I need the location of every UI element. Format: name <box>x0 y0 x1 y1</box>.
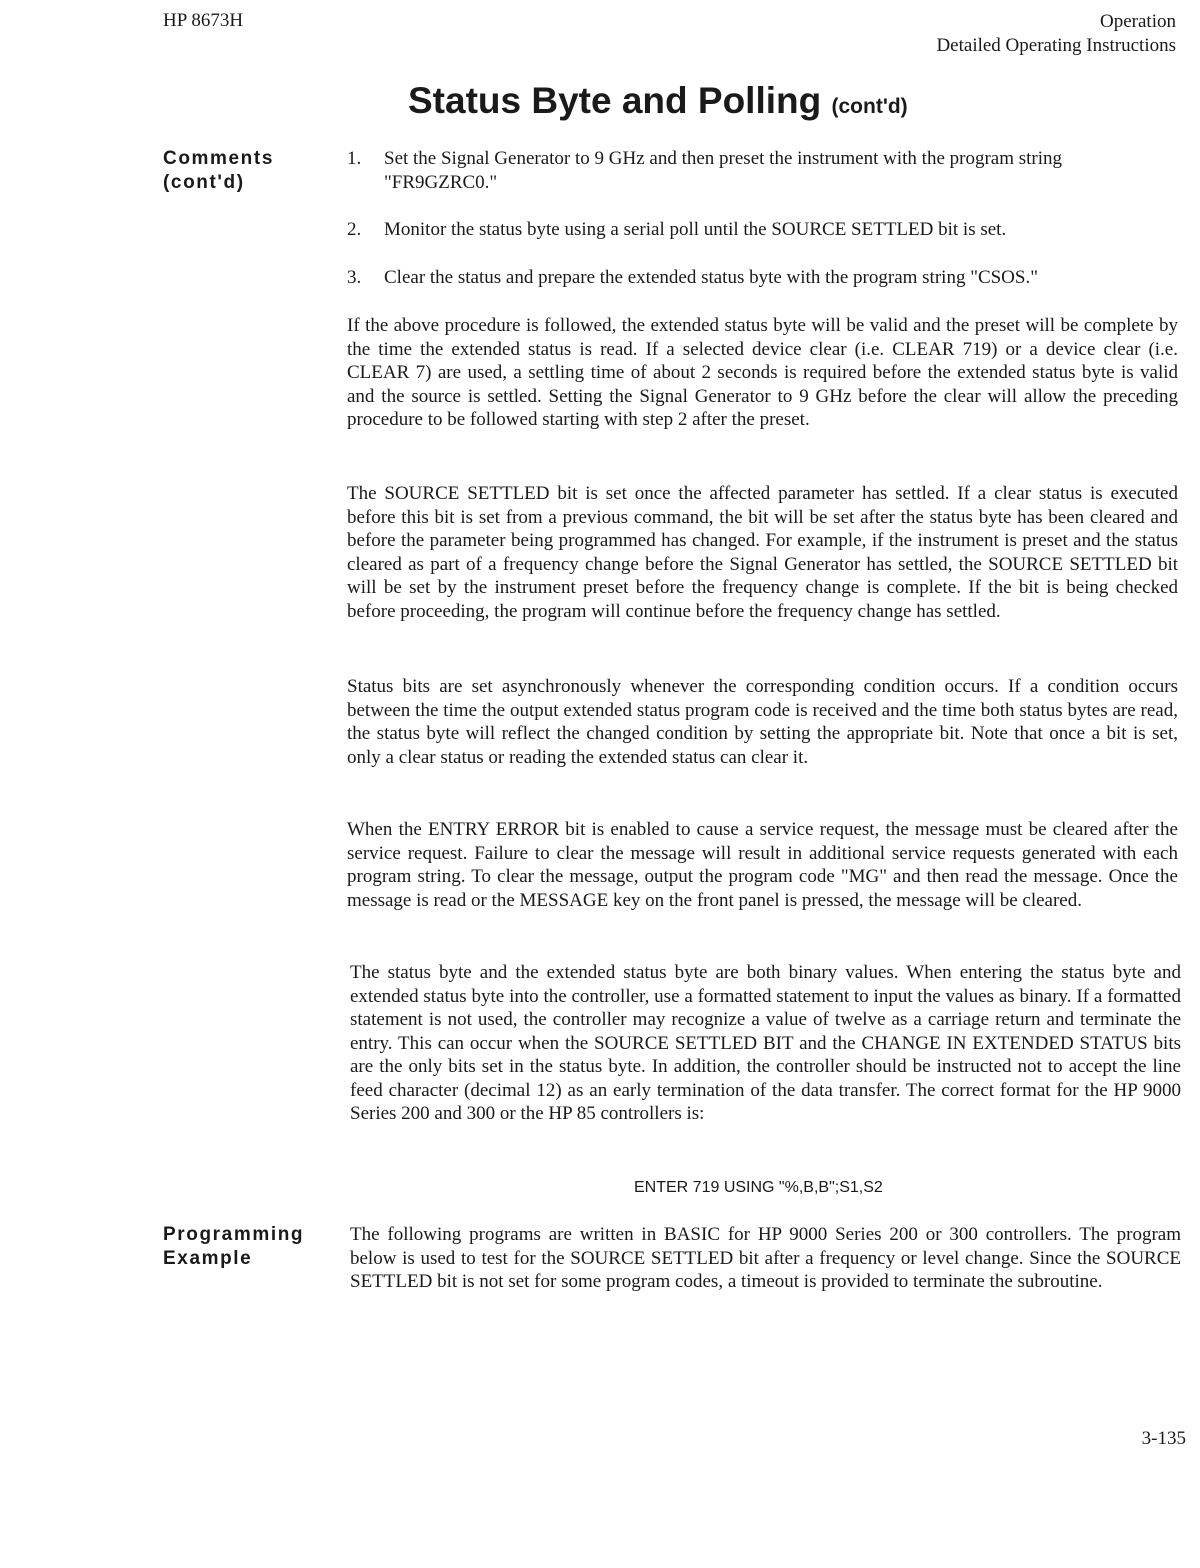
step-3 <box>347 266 1178 290</box>
code-enter-statement: ENTER 719 USING "%,B,B";S1,S2 <box>634 1179 883 1196</box>
programming-example-label-line1: Programming <box>163 1224 305 1245</box>
step-1 <box>347 147 1178 194</box>
page-title-main: Status Byte and Polling <box>408 80 822 121</box>
paragraph-source-settled: The SOURCE SETTLED bit is set once the affected parameter has settled. If a clear status is executed before this bit is set from a previous command, the bit will be set after the status byte has been cleared and before the parameter being programmed has changed. For example, if the instrument is preset and the status cleared as part of a frequency change before the Signal Generator has settled, the SOURCE SETTLED bit will be set by the instrument preset before the frequency change is complete. If the bit is being checked before proceeding, the program will continue before the frequency change has settled. <box>347 483 1178 622</box>
header-subsection: Detailed Operating Instructions <box>936 35 1176 56</box>
step-number: 2. <box>347 219 362 240</box>
programming-example-label <box>163 1223 304 1271</box>
step-number: 3. <box>347 267 362 288</box>
step-text: Clear the status and prepare the extended status byte with the program string "CSOS." <box>384 267 1038 288</box>
paragraph-programming-example: The following programs are written in BASIC for HP 9000 Series 200 or 300 controllers. The program below is used to test for the SOURCE SETTLED bit after a frequency or level change. Since the SOURCE SETTLED bit is not set for some program codes, a timeout is provided to terminate the subroutine. <box>350 1224 1181 1292</box>
header-section: Operation <box>1100 11 1176 32</box>
step-text: Set the Signal Generator to 9 GHz and then preset the instrument with the program string "FR9GZRC0." <box>384 148 1063 193</box>
comments-label-line1: Comments <box>163 148 274 169</box>
programming-example-label-line2: Example <box>163 1248 253 1269</box>
page-title-suffix: (cont'd) <box>831 95 908 118</box>
paragraph-preset-procedure: If the above procedure is followed, the extended status byte will be valid and the preset will be complete by the time the extended status is read. If a selected device clear (i.e. CLEAR 719) or a device clear (i.e. CLEAR 7) are used, a settling time of about 2 seconds is required before the extended status byte is valid and the source is settled. Setting the Signal Generator to 9 GHz before the clear will allow the preceding procedure to be followed starting with step 2 after the preset. <box>347 315 1178 430</box>
paragraph-status-bits: Status bits are set asynchronously whenever the corresponding condition occurs. If a condition occurs between the time the output extended status program code is received and the time both status bytes are read, the status byte will reflect the changed condition by setting the appropriate bit. Note that once a bit is set, only a clear status or reading the extended status can clear it. <box>347 676 1178 768</box>
comments-label <box>163 147 274 195</box>
step-text: Monitor the status byte using a serial poll until the SOURCE SETTLED bit is set. <box>384 219 1007 240</box>
comments-label-line2: (cont'd) <box>163 172 245 193</box>
step-number: 1. <box>347 148 362 169</box>
paragraph-binary-values: The status byte and the extended status byte are both binary values. When entering the status byte and extended status byte into the controller, use a formatted statement to input the values as binary. If a formatted statement is not used, the controller may recognize a value of twelve as a carriage return and terminate the entry. This can occur when the SOURCE SETTLED BIT and the CHANGE IN EXTENDED STATUS bits are the only bits set in the status byte. In addition, the controller should be instructed not to accept the line feed character (decimal 12) as an early termination of the data transfer. The correct format for the HP 9000 Series 200 and 300 or the HP 85 controllers is: <box>350 962 1181 1124</box>
step-2 <box>347 218 1178 242</box>
paragraph-entry-error: When the ENTRY ERROR bit is enabled to cause a service request, the message must be cleared after the service request. Failure to clear the message will result in additional service requests generated with each program string. To clear the message, output the program code "MG" and then read the message. Once the message is read or the MESSAGE key on the front panel is pressed, the message will be cleared. <box>347 819 1178 911</box>
header-model: HP 8673H <box>163 10 244 31</box>
page-title <box>408 80 908 122</box>
header-section-info <box>936 10 1176 58</box>
page-number: 3-135 <box>1141 1428 1186 1449</box>
